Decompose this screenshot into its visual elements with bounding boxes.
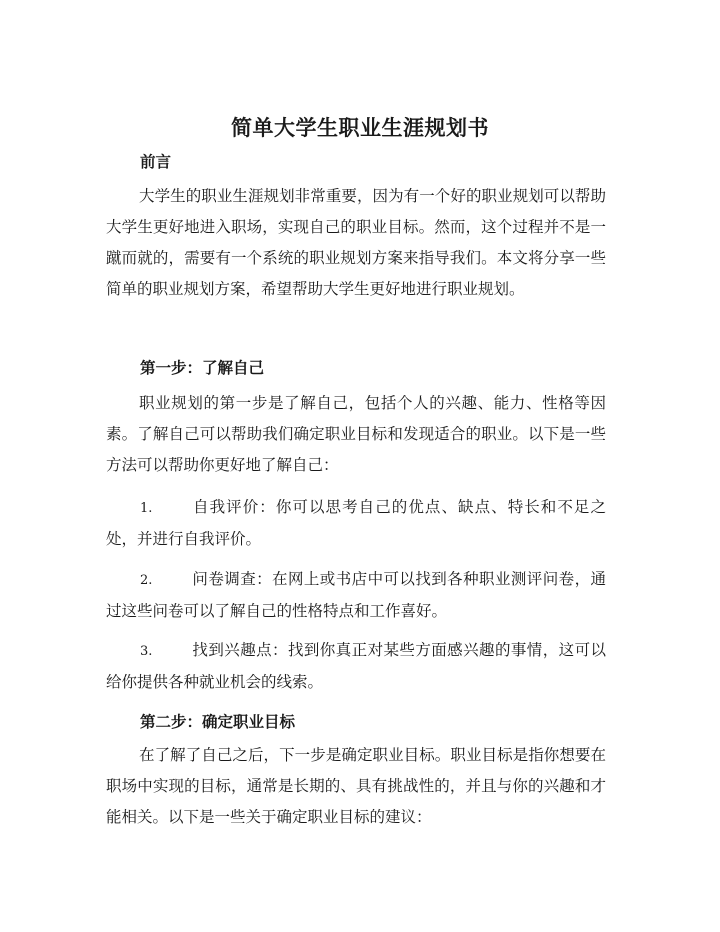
step1-paragraph: 职业规划的第一步是了解自己，包括个人的兴趣、能力、性格等因素。了解自己可以帮助我们确定职业目标和发现适合的职业。以下是一些方法可以帮助你更好地了解自己： [106, 394, 606, 474]
step2-heading: 第二步：确定职业目标 [140, 712, 296, 731]
list-number: 2. [140, 573, 153, 588]
list-number: 1. [140, 501, 153, 516]
preface-paragraph: 大学生的职业生涯规划非常重要，因为有一个好的职业规划可以帮助大学生更好地进入职场，实现自己的职业目标。然而，这个过程并不是一蹴而就的，需要有一个系统的职业规划方案来指导我们。本文将分享一些简单的职业规划方案，希望帮助大学生更好地进行职业规划。 [106, 187, 606, 298]
list-item-3 [106, 635, 606, 698]
step1-heading: 第一步：了解自己 [140, 358, 265, 377]
preface-heading: 前言 [140, 152, 172, 171]
list-item-2 [106, 564, 606, 627]
list-text: 找到兴趣点：找到你真正对某些方面感兴趣的事情，这可以给你提供各种就业机会的线索。 [106, 641, 606, 691]
step2-paragraph: 在了解了自己之后，下一步是确定职业目标。职业目标是指你想要在职场中实现的目标，通常是长期的、具有挑战性的，并且与你的兴趣和才能相关。以下是一些关于确定职业目标的建议： [106, 746, 606, 826]
list-number: 3. [140, 644, 153, 659]
document-title: 简单大学生职业生涯规划书 [231, 115, 489, 140]
list-text: 问卷调查：在网上或书店中可以找到各种职业测评问卷，通过这些问卷可以了解自己的性格特点和工作喜好。 [106, 570, 606, 620]
list-text: 自我评价：你可以思考自己的优点、缺点、特长和不足之处，并进行自我评价。 [106, 498, 606, 548]
list-item-1 [106, 492, 606, 555]
